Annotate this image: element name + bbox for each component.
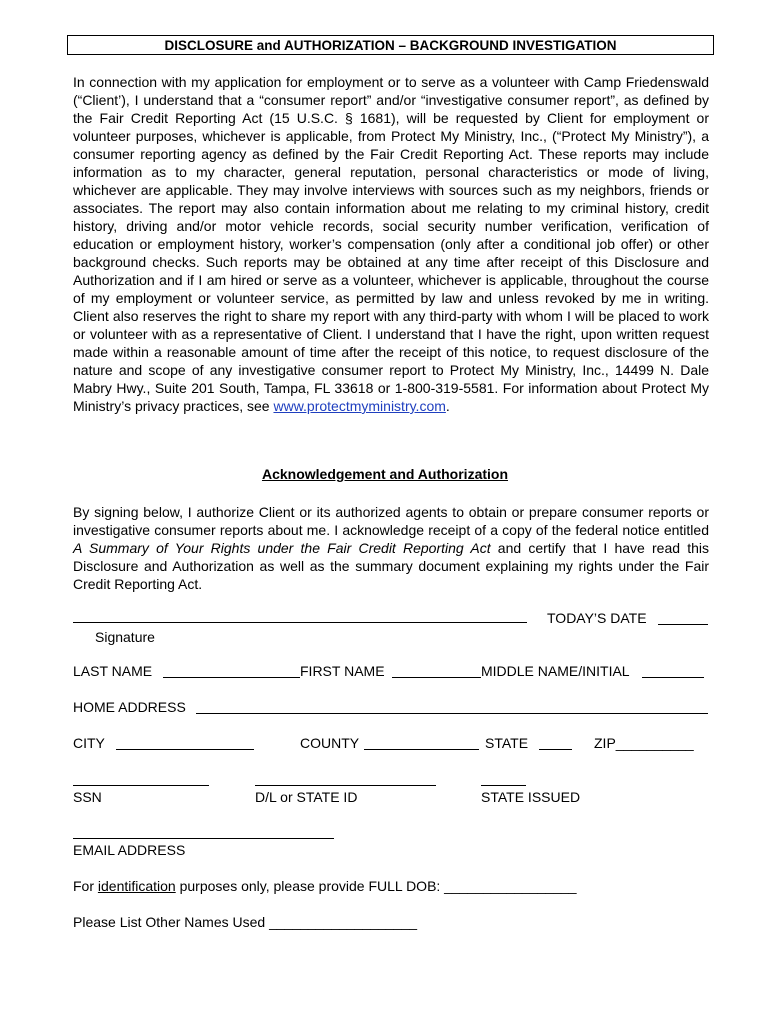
middle-name-line[interactable]	[642, 677, 704, 678]
email-line[interactable]	[73, 838, 334, 839]
state-issued-line[interactable]	[481, 785, 526, 786]
ack-text-after: and certify that I have read this Disclosure and Authorization as well as the summary document explaining my rights under the Fair Credit Reporting Act.	[73, 540, 709, 592]
ssn-label: SSN	[73, 789, 102, 805]
todays-date-line[interactable]	[658, 624, 708, 625]
signature-line[interactable]	[73, 622, 527, 623]
city-label: CITY	[73, 735, 105, 751]
last-name-label: LAST NAME	[73, 663, 153, 679]
signature-label: Signature	[95, 629, 155, 645]
dl-label: D/L or STATE ID	[255, 789, 358, 805]
dl-line[interactable]	[255, 785, 436, 786]
disclosure-paragraph	[73, 73, 709, 415]
middle-name-label: MIDDLE NAME/INITIAL	[481, 663, 630, 679]
dob-field[interactable]	[73, 877, 577, 895]
city-line[interactable]	[116, 749, 254, 750]
other-names-field[interactable]: Please List Other Names Used ___________________	[73, 914, 418, 930]
zip-label[interactable]: ZIP__________	[594, 735, 694, 751]
dob-underlined: identification	[97, 878, 176, 894]
website-link[interactable]: www.protectmyministry.com	[273, 398, 446, 414]
last-name-line[interactable]	[163, 677, 300, 678]
home-address-line[interactable]	[196, 713, 708, 714]
acknowledgement-paragraph	[73, 503, 709, 593]
email-label: EMAIL ADDRESS	[73, 842, 186, 858]
disclosure-text: In connection with my application for employment or to serve as a volunteer with Camp Friedenswald (“Client’), I understand that a “consumer report” and/or “investigative consumer report”, as defined by the Fair Credit Reporting Act (15 U.S.C. § 1681), will be requested by Client for employment or volunteer purposes, whichever is applicable, from Protect My Ministry, Inc., (“Protect My Ministry”), a consumer reporting agency as defined by the Fair Credit Reporting Act. These reports may include information as to my character, general reputation, personal characteristics or mode of living, whichever are applicable. They may involve interviews with sources such as my neighbors, friends or associates. The report may also contain information about me relating to my criminal history, credit history, driving and/or motor vehicle records, social security number verification, verification of education or employment history, worker’s compensation (only after a conditional job offer) or other background checks. Such reports may be obtained at any time after receipt of this Disclosure and Authorization and if I am hired or serve as a volunteer, whichever is applicable, throughout the course of my employment or volunteer service, as permitted by law and unless revoked by me in writing. Client also reserves the right to share my report with any third-party with whom I will be placed to work or volunteer with as a representative of Client. I understand that I have the right, upon written request made within a reasonable amount of time after the receipt of this notice, to request disclosure of the nature and scope of any investigative consumer report to Protect My Ministry, Inc., 14499 N. Dale Mabry Hwy., Suite 201 South, Tampa, FL 33618 or 1-800-319-5581. For information about Protect My Ministry’s privacy practices, see	[73, 74, 709, 414]
state-line[interactable]	[539, 749, 572, 750]
todays-date-label: TODAY’S DATE	[547, 610, 647, 626]
ssn-line[interactable]	[73, 785, 209, 786]
dob-prefix: For	[73, 878, 98, 894]
county-label: COUNTY	[300, 735, 360, 751]
state-label: STATE	[485, 735, 529, 751]
document-title: DISCLOSURE and AUTHORIZATION – BACKGROUND INVESTIGATION	[67, 35, 714, 55]
county-line[interactable]	[364, 749, 479, 750]
first-name-label: FIRST NAME	[300, 663, 385, 679]
state-issued-label: STATE ISSUED	[481, 789, 581, 805]
ack-text-before: By signing below, I authorize Client or its authorized agents to obtain or prepare consumer reports or investigative consumer reports about me. I acknowledge receipt of a copy of the federal notice entitled	[73, 504, 709, 538]
first-name-line[interactable]	[392, 677, 481, 678]
home-address-label: HOME ADDRESS	[73, 699, 186, 715]
disclosure-end: .	[445, 398, 450, 414]
dob-suffix: purposes only, please provide FULL DOB: _________________	[175, 878, 577, 894]
acknowledgement-heading: Acknowledgement and Authorization	[261, 466, 509, 482]
ack-text-italic: A Summary of Your Rights under the Fair Credit Reporting Act	[73, 540, 491, 556]
